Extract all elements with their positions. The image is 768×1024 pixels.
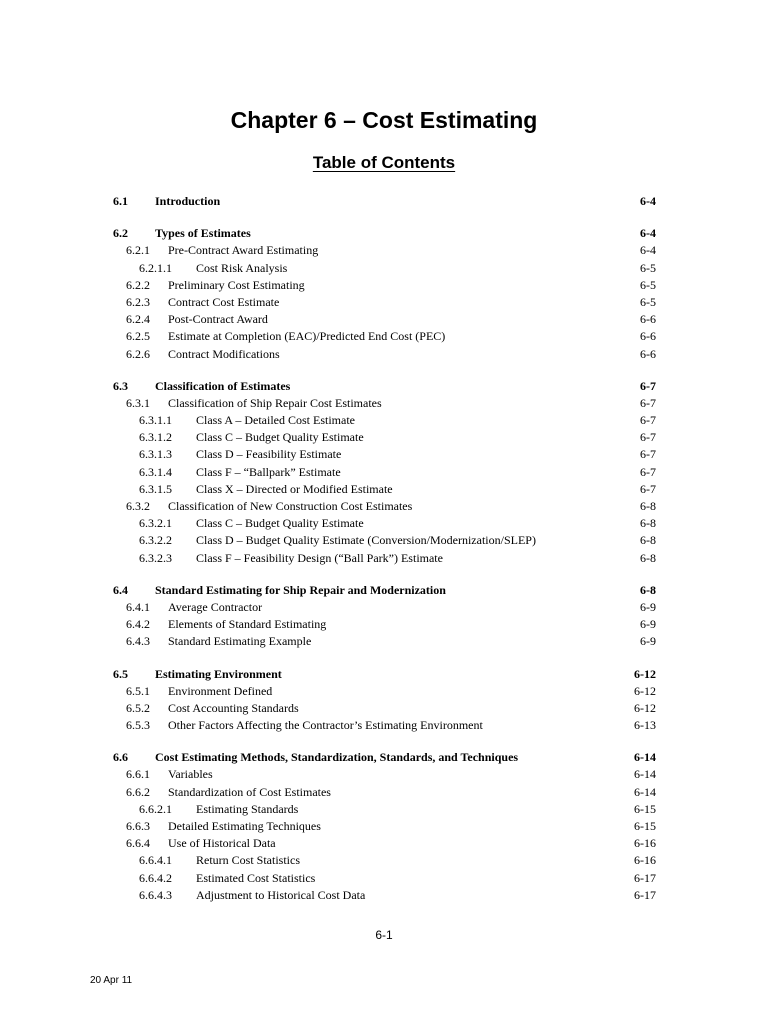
toc-entry-title: Adjustment to Historical Cost Data (196, 887, 366, 902)
toc-entry-number: 6.2.2 (126, 277, 150, 292)
toc-entry-title: Pre-Contract Award Estimating (168, 243, 319, 258)
toc-entry[interactable] (0, 277, 768, 294)
toc-entry[interactable] (0, 666, 768, 683)
toc-entry-page: 6-8 (640, 582, 656, 597)
toc-entry-title: Cost Accounting Standards (168, 700, 299, 715)
toc-entry-page: 6-16 (634, 836, 656, 851)
toc-entry-number: 6.2.1 (126, 243, 150, 258)
toc-entry-number: 6.3.1.1 (139, 413, 172, 428)
toc-entry-page: 6-4 (640, 243, 656, 258)
toc-entry-title: Class C – Budget Quality Estimate (196, 430, 364, 445)
toc-entry-title: Classification of Estimates (155, 378, 291, 393)
toc-entry[interactable] (0, 683, 768, 700)
toc-entry-page: 6-9 (640, 634, 656, 649)
toc-entry[interactable] (0, 429, 768, 446)
toc-entry[interactable] (0, 395, 768, 412)
toc-entry-page: 6-7 (640, 464, 656, 479)
toc-entry-page: 6-8 (640, 533, 656, 548)
toc-entry-number: 6.6.1 (126, 767, 150, 782)
toc-entry[interactable] (0, 550, 768, 567)
toc-entry-page: 6-9 (640, 599, 656, 614)
toc-entry-page: 6-7 (640, 481, 656, 496)
toc-entry-page: 6-8 (640, 550, 656, 565)
toc-entry[interactable] (0, 633, 768, 650)
toc-entry-number: 6.6 (113, 750, 128, 765)
toc-entry-page: 6-7 (640, 430, 656, 445)
toc-entry-number: 6.5 (113, 666, 128, 681)
toc-entry-page: 6-15 (634, 819, 656, 833)
toc-entry-title: Contract Modifications (168, 346, 280, 361)
toc-entry-page: 6-7 (640, 447, 656, 462)
toc-entry-title: Cost Risk Analysis (196, 260, 288, 275)
toc-entry-page: 6-17 (634, 870, 656, 885)
toc-entry-page: 6-8 (640, 516, 656, 531)
table-of-contents (0, 193, 768, 919)
toc-entry-title: Return Cost Statistics (196, 853, 301, 868)
toc-entry-page: 6-7 (640, 378, 656, 393)
toc-entry-number: 6.2.6 (126, 346, 150, 361)
toc-entry-page: 6-15 (634, 801, 656, 816)
toc-entry-title: Estimated Cost Statistics (196, 870, 316, 885)
toc-entry-number: 6.4.2 (126, 617, 150, 632)
toc-entry-title: Class D – Feasibility Estimate (196, 447, 342, 462)
toc-entry-number: 6.1 (113, 194, 128, 208)
toc-entry-page: 6-6 (640, 312, 656, 327)
toc-entry-number: 6.2 (113, 226, 128, 241)
toc-entry-title: Class F – Feasibility Design (“Ball Park”) Estimate (196, 550, 443, 565)
toc-entry-number: 6.3.2 (126, 499, 150, 513)
toc-entry-page: 6-12 (634, 666, 656, 681)
toc-section (0, 749, 768, 904)
toc-entry-title: Other Factors Affecting the Contractor’s Estimating Environment (168, 718, 483, 733)
toc-entry-title: Preliminary Cost Estimating (168, 277, 305, 292)
toc-entry[interactable] (0, 481, 768, 498)
toc-entry[interactable] (0, 378, 768, 395)
toc-entry-number: 6.6.3 (126, 819, 150, 833)
toc-entry-number: 6.5.1 (126, 683, 150, 698)
toc-entry-title: Average Contractor (168, 599, 263, 614)
toc-entry-number: 6.6.4.2 (139, 870, 172, 885)
page-number: 6-1 (375, 928, 393, 942)
toc-entry-number: 6.3.2.2 (139, 533, 172, 548)
toc-entry-title: Estimating Environment (155, 666, 282, 681)
toc-entry-page: 6-5 (640, 277, 656, 292)
toc-entry-number: 6.3.1.2 (139, 430, 172, 445)
toc-entry[interactable] (0, 616, 768, 633)
toc-section (0, 666, 768, 735)
toc-entry-page: 6-12 (634, 700, 656, 715)
footer-date: 20 Apr 11 (90, 975, 133, 986)
toc-entry-number: 6.3.1.4 (139, 464, 172, 479)
toc-entry-title: Standardization of Cost Estimates (168, 784, 331, 799)
toc-entry-page: 6-8 (640, 499, 656, 513)
toc-entry-title: Estimate at Completion (EAC)/Predicted End Cost (PEC) (168, 329, 446, 344)
toc-entry-number: 6.3 (113, 378, 128, 393)
toc-entry[interactable] (0, 328, 768, 345)
toc-entry-number: 6.2.1.1 (139, 260, 172, 275)
toc-entry[interactable] (0, 582, 768, 599)
toc-entry[interactable] (0, 294, 768, 311)
toc-entry-number: 6.2.4 (126, 312, 150, 327)
toc-entry[interactable] (0, 311, 768, 328)
toc-entry-title: Detailed Estimating Techniques (168, 819, 321, 833)
toc-entry-title: Class A – Detailed Cost Estimate (196, 413, 355, 428)
toc-entry-title: Contract Cost Estimate (168, 294, 280, 309)
toc-section (0, 225, 768, 363)
toc-entry-title: Elements of Standard Estimating (168, 617, 327, 632)
toc-entry-page: 6-16 (634, 853, 656, 868)
toc-entry-number: 6.3.1.5 (139, 481, 172, 496)
toc-entry-title: Post-Contract Award (168, 312, 268, 327)
toc-entry-page: 6-12 (634, 683, 656, 698)
toc-entry-page: 6-13 (634, 718, 656, 733)
toc-entry-page: 6-6 (640, 346, 656, 361)
toc-entry[interactable] (0, 835, 768, 852)
toc-entry-title: Class C – Budget Quality Estimate (196, 516, 364, 531)
toc-entry-title: Cost Estimating Methods, Standardization, Standards, and Techniques (155, 750, 519, 765)
toc-heading-text: Table of Contents (312, 153, 456, 172)
toc-entry-title: Standard Estimating for Ship Repair and Modernization (155, 582, 446, 597)
toc-entry-page: 6-9 (640, 617, 656, 632)
toc-entry-page: 6-5 (640, 260, 656, 275)
toc-entry-number: 6.6.4.1 (139, 853, 172, 868)
toc-entry-page: 6-5 (640, 294, 656, 309)
toc-entry[interactable] (0, 412, 768, 429)
toc-entry-page: 6-4 (640, 194, 656, 208)
toc-entry[interactable] (0, 260, 768, 277)
toc-entry-title: Environment Defined (168, 683, 273, 698)
toc-heading (0, 153, 768, 173)
toc-entry-title: Introduction (155, 194, 221, 208)
toc-entry[interactable] (0, 852, 768, 869)
toc-entry-title: Classification of New Construction Cost Estimates (168, 499, 413, 513)
toc-entry-title: Class F – “Ballpark” Estimate (196, 464, 341, 479)
toc-entry[interactable] (0, 749, 768, 766)
toc-entry[interactable] (0, 242, 768, 259)
toc-entry-title: Class D – Budget Quality Estimate (Conversion/Modernization/SLEP) (196, 533, 536, 548)
toc-entry-number: 6.4 (113, 582, 128, 597)
toc-entry-title: Variables (168, 767, 213, 782)
toc-entry[interactable] (0, 700, 768, 717)
toc-entry-number: 6.6.4.3 (139, 887, 172, 902)
toc-entry[interactable] (0, 870, 768, 887)
toc-entry[interactable] (0, 887, 768, 904)
toc-entry[interactable] (0, 818, 768, 835)
toc-entry-page: 6-14 (634, 784, 656, 799)
toc-entry[interactable] (0, 464, 768, 481)
toc-entry[interactable] (0, 193, 768, 210)
toc-entry-number: 6.4.1 (126, 599, 150, 614)
toc-entry[interactable] (0, 225, 768, 242)
toc-entry-page: 6-17 (634, 887, 656, 902)
toc-section (0, 378, 768, 567)
toc-entry-page: 6-7 (640, 395, 656, 410)
toc-entry-number: 6.3.2.3 (139, 550, 172, 565)
toc-entry-number: 6.2.5 (126, 329, 150, 344)
toc-entry[interactable] (0, 498, 768, 515)
toc-entry-number: 6.6.2 (126, 784, 150, 799)
toc-entry-title: Use of Historical Data (168, 836, 276, 851)
toc-section (0, 582, 768, 651)
toc-entry-page: 6-4 (640, 226, 656, 241)
toc-entry-number: 6.2.3 (126, 294, 150, 309)
toc-entry[interactable] (0, 346, 768, 363)
toc-entry[interactable] (0, 515, 768, 532)
toc-entry-title: Classification of Ship Repair Cost Estimates (168, 395, 382, 410)
toc-entry[interactable] (0, 446, 768, 463)
toc-entry-number: 6.3.1 (126, 395, 150, 410)
toc-entry-title: Types of Estimates (155, 226, 251, 241)
toc-entry[interactable] (0, 532, 768, 549)
toc-entry-number: 6.3.1.3 (139, 447, 172, 462)
toc-entry-page: 6-6 (640, 329, 656, 344)
toc-entry-title: Estimating Standards (196, 801, 299, 816)
toc-entry-number: 6.6.2.1 (139, 801, 172, 816)
toc-entry-title: Class X – Directed or Modified Estimate (196, 481, 393, 496)
toc-entry-page: 6-14 (634, 750, 656, 765)
toc-entry-number: 6.3.2.1 (139, 516, 172, 531)
toc-entry-number: 6.6.4 (126, 836, 150, 851)
toc-entry-page: 6-7 (640, 413, 656, 428)
toc-entry[interactable] (0, 599, 768, 616)
toc-entry[interactable] (0, 784, 768, 801)
toc-entry-page: 6-14 (634, 767, 656, 782)
toc-section (0, 193, 768, 210)
toc-entry[interactable] (0, 766, 768, 783)
toc-entry-title: Standard Estimating Example (168, 634, 312, 649)
toc-entry-number: 6.5.2 (126, 700, 150, 715)
toc-entry-number: 6.4.3 (126, 634, 150, 649)
toc-entry[interactable] (0, 717, 768, 734)
toc-entry-number: 6.5.3 (126, 718, 150, 733)
toc-entry[interactable] (0, 801, 768, 818)
chapter-title: Chapter 6 – Cost Estimating (230, 107, 538, 133)
